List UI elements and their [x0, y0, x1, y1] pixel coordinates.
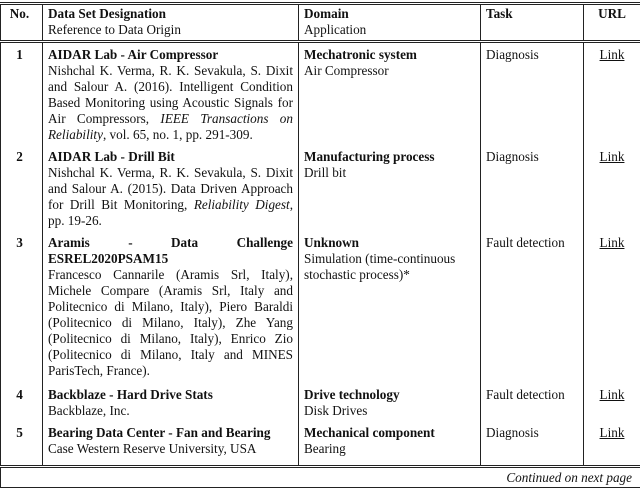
url-cell — [584, 42, 640, 150]
dataset-name: Backblaze - Hard Drive Stats — [48, 387, 213, 402]
task-cell: Fault detection — [481, 235, 584, 387]
application: Air Compressor — [304, 63, 389, 78]
designation-cell — [43, 387, 299, 425]
application: Bearing — [304, 441, 346, 456]
domain: Mechanical component — [304, 425, 435, 440]
domain-cell — [299, 149, 481, 235]
domain-cell — [299, 235, 481, 387]
row-number: 2 — [1, 149, 43, 235]
designation-cell — [43, 235, 299, 387]
dataset-link[interactable]: Link — [600, 425, 625, 440]
domain-cell — [299, 425, 481, 467]
task-cell: Fault detection — [481, 387, 584, 425]
header-no: No. — [1, 4, 43, 42]
row-number: 1 — [1, 42, 43, 150]
task-cell: Diagnosis — [481, 149, 584, 235]
domain: Unknown — [304, 235, 359, 250]
header-url: URL — [584, 4, 640, 42]
reference-text: Nishchal K. Verma, R. K. Sevakula, S. Dixit and Salour A. (2016). Intelligent Condition Based Monitoring using Acoustic Signals for Air Compressors, IEEE Transactions on Reliability, vol. 65, no. 1, pp. 291-309. — [48, 63, 293, 142]
application: Disk Drives — [304, 403, 367, 418]
reference-text: Nishchal K. Verma, R. K. Sevakula, S. Dixit and Salour A. (2015). Data Driven Approach for Drill Bit Monitoring, Reliability Digest, pp. 19-26. — [48, 165, 293, 228]
table-row — [1, 387, 640, 425]
task-cell: Diagnosis — [481, 425, 584, 467]
table-row — [1, 149, 640, 235]
designation-cell — [43, 42, 299, 150]
reference-text: Backblaze, Inc. — [48, 403, 130, 418]
application: Drill bit — [304, 165, 346, 180]
task-cell: Diagnosis — [481, 42, 584, 150]
domain-cell — [299, 42, 481, 150]
dataset-link[interactable]: Link — [600, 387, 625, 402]
datasets-table — [0, 2, 640, 488]
header-designation: Data Set Designation Reference to Data Origin — [43, 4, 299, 42]
dataset-link[interactable]: Link — [600, 235, 625, 250]
header-task: Task — [481, 4, 584, 42]
domain: Drive technology — [304, 387, 400, 402]
designation-cell — [43, 425, 299, 467]
dataset-name: Aramis - Data Challenge ESREL2020PSAM15 — [48, 235, 293, 266]
url-cell — [584, 149, 640, 235]
table-header-row — [1, 4, 640, 42]
table-row — [1, 425, 640, 467]
domain: Mechatronic system — [304, 47, 417, 62]
domain-cell — [299, 387, 481, 425]
row-number: 5 — [1, 425, 43, 467]
url-cell — [584, 425, 640, 467]
url-cell — [584, 235, 640, 387]
url-cell — [584, 387, 640, 425]
domain: Manufacturing process — [304, 149, 435, 164]
dataset-link[interactable]: Link — [600, 149, 625, 164]
reference-text: Francesco Cannarile (Aramis Srl, Italy), Michele Compare (Aramis Srl, Italy and Politecnico di Milano, Italy), Piero Baraldi (Politecnico di Milano, Italy), Zhe Yang (Politecnico di Milano, Italy), Enrico Zio (Politecnico di Milano, Italy and MINES ParisTech, France). — [48, 267, 293, 378]
designation-cell — [43, 149, 299, 235]
application: Simulation (time-continuous stochastic process)* — [304, 251, 455, 282]
row-number: 4 — [1, 387, 43, 425]
dataset-name: AIDAR Lab - Air Compressor — [48, 47, 218, 62]
row-number: 3 — [1, 235, 43, 387]
header-domain: Domain Application — [299, 4, 481, 42]
continued-note: Continued on next page — [1, 467, 640, 488]
table-row — [1, 235, 640, 387]
table-row — [1, 42, 640, 150]
dataset-link[interactable]: Link — [600, 47, 625, 62]
dataset-name: AIDAR Lab - Drill Bit — [48, 149, 175, 164]
dataset-name: Bearing Data Center - Fan and Bearing — [48, 425, 270, 440]
reference-text: Case Western Reserve University, USA — [48, 441, 256, 456]
